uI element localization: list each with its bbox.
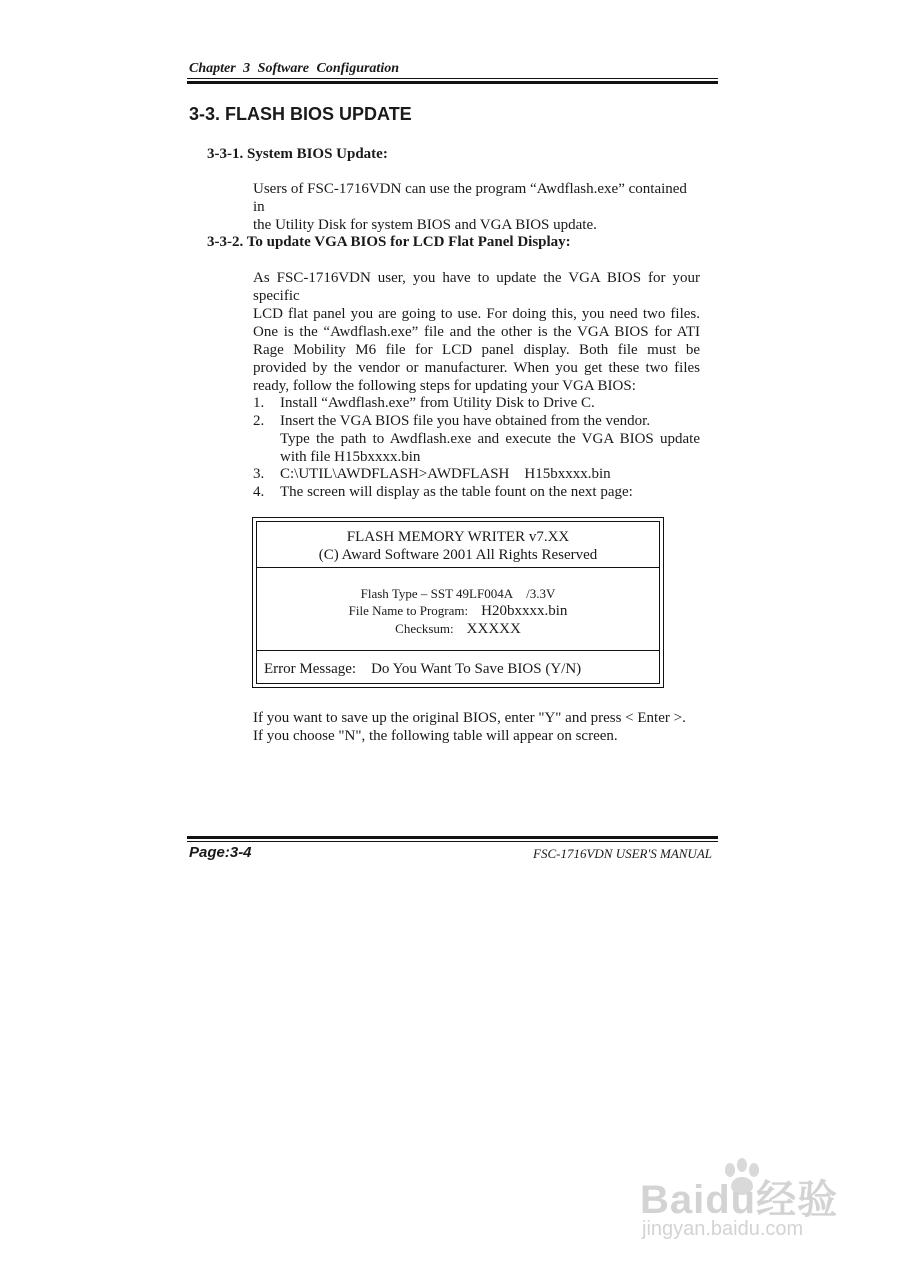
step-3 (253, 465, 700, 483)
header-rule-thin (187, 78, 718, 79)
checksum-label: Checksum: (395, 621, 454, 636)
step-text: Install “Awdflash.exe” from Utility Disk to Drive C. (280, 395, 595, 411)
paragraph-line: LCD flat panel you are going to use. For doing this, you need two files. (253, 306, 700, 322)
flash-writer-copyright: (C) Award Software 2001 All Rights Reserved (318, 547, 598, 563)
paragraph-line: One is the “Awdflash.exe” file and the other is the VGA BIOS for ATI (253, 324, 700, 340)
paragraph-line: Users of FSC-1716VDN can use the program “Awdflash.exe” contained in (253, 181, 687, 215)
file-name-value: H20bxxxx.bin (481, 603, 568, 619)
save-instructions (253, 709, 700, 745)
flash-writer-info (257, 585, 659, 638)
paragraph-line: provided by the vendor or manufacturer. When you get these two files (253, 360, 700, 376)
step-number: 4. (253, 484, 265, 500)
flash-type-value: /3.3V (526, 586, 556, 601)
flash-writer-divider (257, 650, 659, 651)
flash-writer-divider (257, 567, 659, 568)
error-message-value: Do You Want To Save BIOS (Y/N) (371, 661, 582, 677)
flash-writer-header (257, 528, 659, 564)
step-2 (253, 412, 700, 466)
flash-writer-screen (252, 517, 664, 688)
step-1 (253, 394, 700, 412)
paragraph-line: ready, follow the following steps for updating your VGA BIOS: (253, 378, 636, 394)
system-bios-paragraph (253, 180, 700, 234)
paragraph-line: If you want to save up the original BIOS, enter "Y" and press < Enter >. (253, 710, 686, 726)
flash-writer-inner-frame (256, 521, 660, 684)
step-text: C:\UTIL\AWDFLASH>AWDFLASH H15bxxxx.bin (280, 466, 611, 482)
paragraph-line: As FSC-1716VDN user, you have to update the VGA BIOS for your specific (253, 270, 700, 304)
flash-type-label: Flash Type – SST 49LF004A (360, 586, 514, 601)
footer-rule-thick (187, 836, 718, 839)
checksum-value: XXXXX (466, 621, 521, 637)
file-name-row (257, 602, 659, 620)
page-number: Page:3-4 (189, 844, 252, 861)
flash-type-row (257, 585, 659, 602)
subsection-title-system-bios: 3-3-1. System BIOS Update: (207, 146, 388, 162)
step-number: 1. (253, 395, 265, 411)
error-message-row (264, 661, 581, 678)
manual-title: FSC-1716VDN USER'S MANUAL (533, 846, 712, 861)
vga-bios-paragraph (253, 269, 700, 395)
paragraph-line: If you choose "N", the following table will appear on screen. (253, 728, 618, 744)
section-title: 3-3. FLASH BIOS UPDATE (189, 104, 412, 124)
step-line: with file H15bxxxx.bin (280, 449, 421, 465)
step-text: The screen will display as the table fount on the next page: (280, 484, 633, 500)
footer-rule-thin (187, 841, 718, 842)
step-text (280, 412, 700, 466)
subsection-title-vga-bios: 3-3-2. To update VGA BIOS for LCD Flat Panel Display: (207, 234, 571, 250)
step-number: 2. (253, 413, 265, 429)
file-name-label: File Name to Program: (348, 603, 469, 618)
checksum-row (257, 620, 659, 638)
paragraph-line: Rage Mobility M6 file for LCD panel display. Both file must be (253, 342, 700, 358)
step-4 (253, 483, 700, 501)
baidu-watermark (640, 1168, 860, 1250)
step-line: Insert the VGA BIOS file you have obtained from the vendor. (280, 413, 651, 429)
watermark-logo: Baidu经验 (640, 1178, 839, 1222)
flash-writer-title: FLASH MEMORY WRITER v7.XX (346, 529, 570, 545)
header-rule-thick (187, 81, 718, 84)
chapter-header: Chapter 3 Software Configuration (189, 61, 399, 76)
error-message-label: Error Message: (264, 661, 357, 677)
watermark-url: jingyan.baidu.com (642, 1218, 804, 1240)
paragraph-line: the Utility Disk for system BIOS and VGA BIOS update. (253, 217, 597, 233)
step-line: Type the path to Awdflash.exe and execute the VGA BIOS update (280, 431, 700, 447)
step-number: 3. (253, 466, 265, 482)
